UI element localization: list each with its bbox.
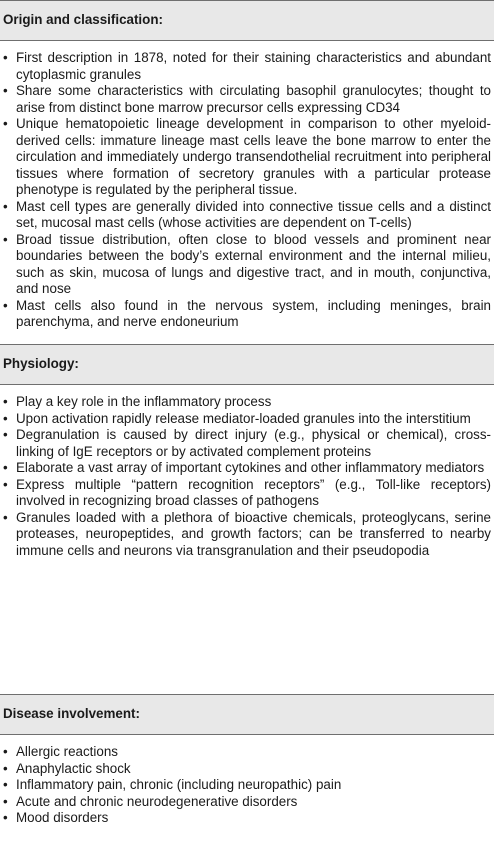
list-item: • Broad tissue distribution, often close to blood vessels and prominent near boundaries between the body’s external environment and the internal milieu, such as skin, mucosa of lungs and digestive tract, and in mouth, conjunctiva, and nose <box>0 232 494 298</box>
list-item: • First description in 1878, noted for their staining characteristics and abundant cytoplasmic granules <box>0 50 494 83</box>
list-item: • Granules loaded with a plethora of bioactive chemicals, proteoglycans, serine proteases, neuropeptides, and growth factors; can be transferred to nearby immune cells and neurons via transgranulation and their pseudopodia <box>0 510 494 560</box>
list-item: • Mood disorders <box>0 810 494 827</box>
section-heading-disease: Disease involvement: <box>0 695 494 735</box>
list-item: • Share some characteristics with circulating basophil granulocytes; thought to arise from distinct bone marrow precursor cells expressing CD34 <box>0 83 494 116</box>
list-item: • Degranulation is caused by direct injury (e.g., physical or chemical), cross-linking of IgE receptors or by activated complement proteins <box>0 427 494 460</box>
list-item: • Elaborate a vast array of important cytokines and other inflammatory mediators <box>0 460 494 477</box>
list-item: • Anaphylactic shock <box>0 761 494 778</box>
list-item: • Allergic reactions <box>0 744 494 761</box>
section-body-origin <box>0 41 494 345</box>
list-item: • Play a key role in the inflammatory process <box>0 394 494 411</box>
list-item: • Inflammatory pain, chronic (including neuropathic) pain <box>0 777 494 794</box>
list-item: • Unique hematopoietic lineage development in comparison to other myeloid-derived cells: immature lineage mast cells leave the bone marrow to enter the circulation and immediately undergo transendothelial recruitment into peripheral tissues where formation of secretory granules with a particular protease phenotype is regulated by the peripheral tissue. <box>0 116 494 199</box>
list-item: • Acute and chronic neurodegenerative disorders <box>0 794 494 811</box>
section-body-disease <box>0 735 494 844</box>
section-body-physiology <box>0 385 494 695</box>
bullet-list-physiology <box>0 394 494 559</box>
section-heading-origin: Origin and classification: <box>0 1 494 41</box>
list-item: • Mast cells also found in the nervous system, including meninges, brain parenchyma, and nerve endoneurium <box>0 298 494 331</box>
bullet-list-origin <box>0 50 494 331</box>
bullet-list-disease <box>0 744 494 827</box>
list-item: • Mast cell types are generally divided into connective tissue cells and a distinct set, mucosal mast cells (whose activities are dependent on T-cells) <box>0 199 494 232</box>
list-item: • Upon activation rapidly release mediator-loaded granules into the interstitium <box>0 411 494 428</box>
section-heading-physiology: Physiology: <box>0 345 494 385</box>
list-item: • Express multiple “pattern recognition receptors” (e.g., Toll-like receptors) involved in recognizing broad classes of pathogens <box>0 477 494 510</box>
